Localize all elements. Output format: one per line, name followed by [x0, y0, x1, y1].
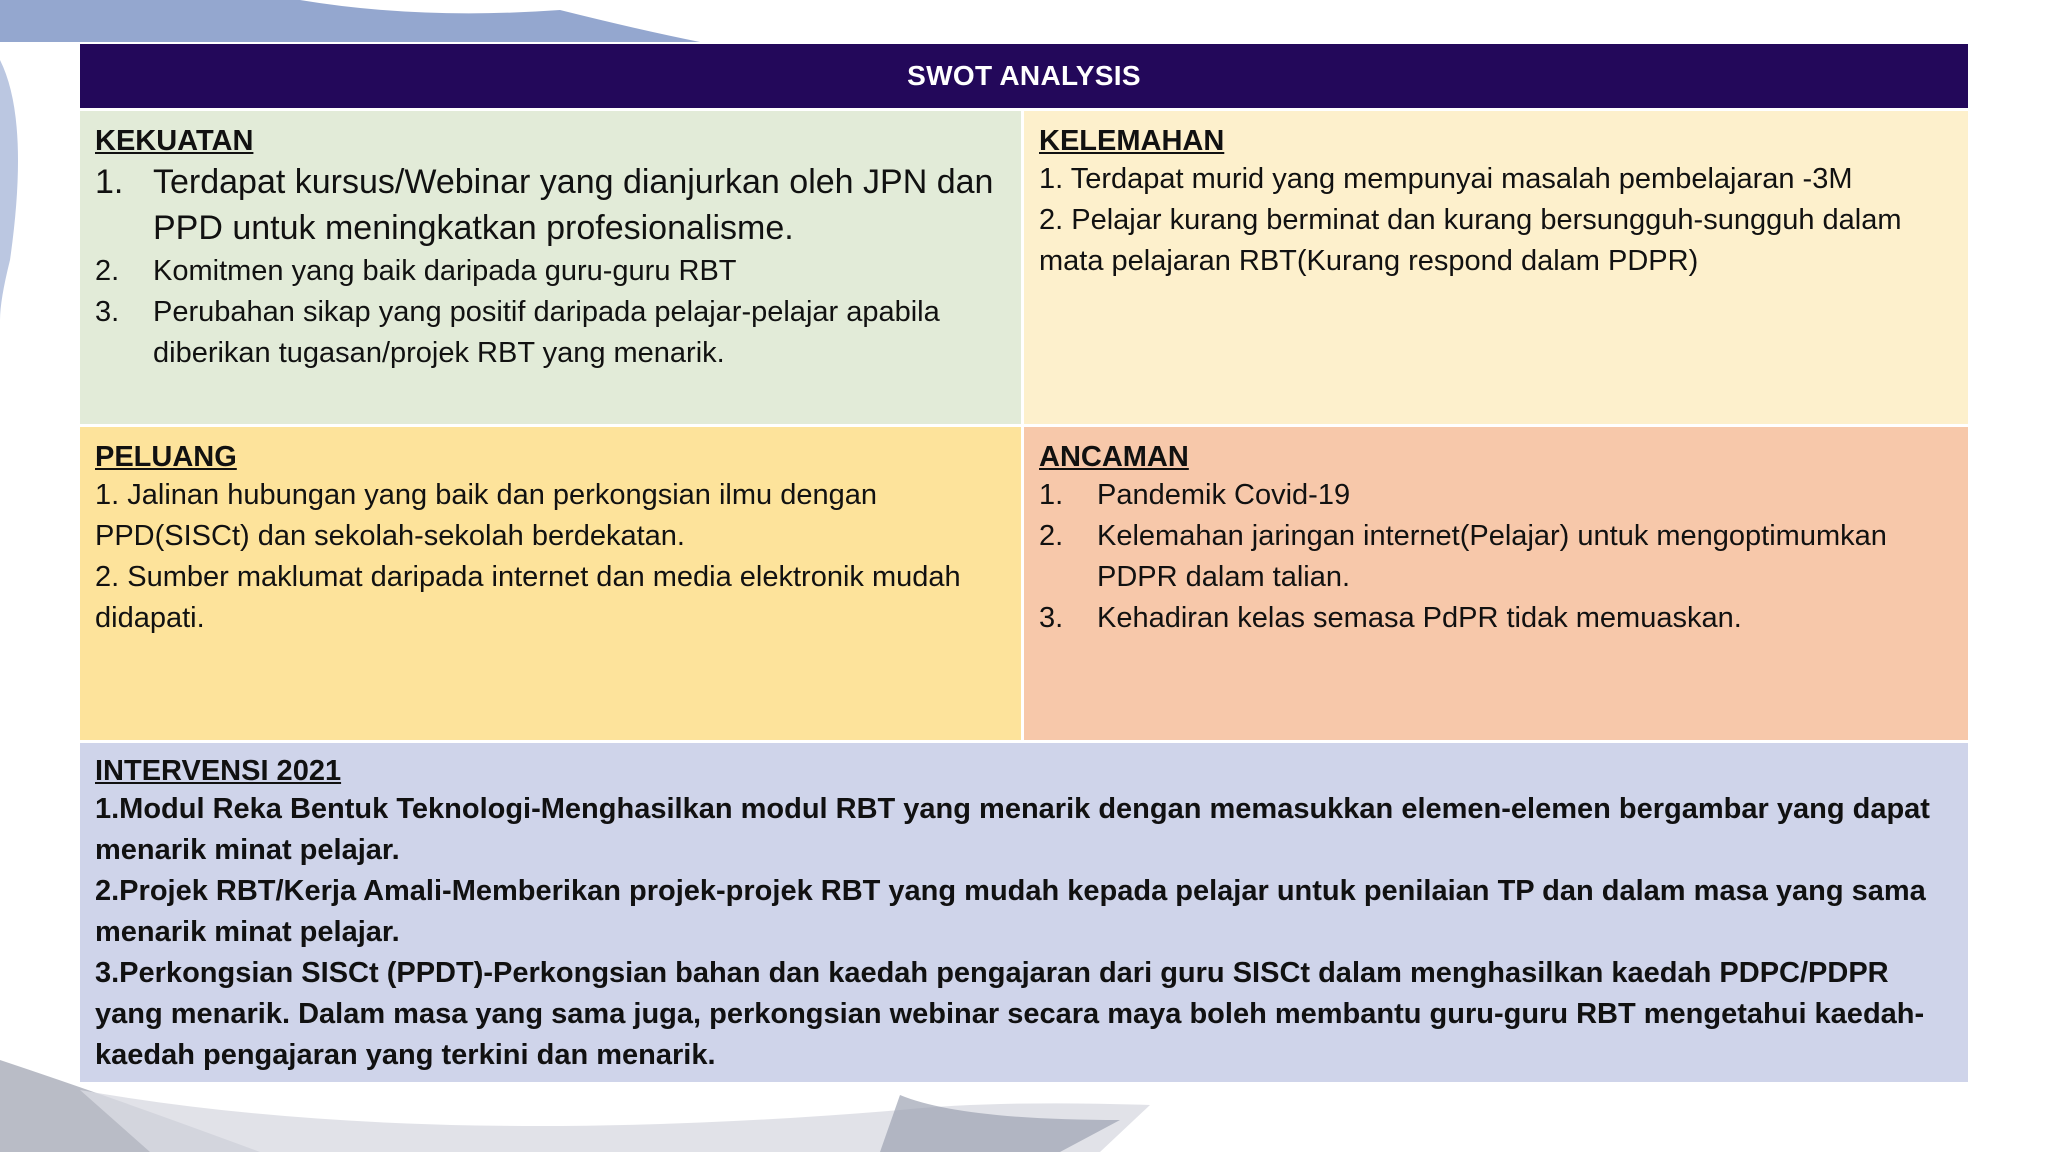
item-number: 2. — [95, 255, 120, 287]
list-item: 1. Jalinan hubungan yang baik dan perkongsian ilmu dengan PPD(SISCt) dan sekolah-sekolah berdekatan. — [95, 479, 877, 552]
list-item — [95, 159, 1007, 251]
item-text: Pandemik Covid-19 — [1097, 479, 1351, 511]
ancaman-title: ANCAMAN — [1039, 441, 1189, 473]
ancaman-list — [1039, 475, 1954, 639]
item-number: 2. — [1039, 520, 1064, 552]
item-number: 1. — [95, 163, 124, 201]
kekuatan-list — [95, 159, 1007, 374]
list-item: 2.Projek RBT/Kerja Amali-Memberikan projek-projek RBT yang mudah kepada pelajar untuk penilaian TP dan dalam masa yang sama menarik minat pelajar. — [95, 875, 1926, 948]
intervensi-title: INTERVENSI 2021 — [95, 755, 342, 787]
swot-grid — [80, 108, 1968, 740]
item-text: Kehadiran kelas semasa PdPR tidak memuaskan. — [1097, 602, 1742, 634]
intervensi-cell — [80, 740, 1968, 1082]
list-item — [1039, 516, 1954, 598]
list-item — [95, 251, 1007, 292]
peluang-cell — [80, 424, 1024, 740]
swot-header — [80, 44, 1968, 108]
kelemahan-title: KELEMAHAN — [1039, 125, 1225, 157]
list-item — [1039, 598, 1954, 639]
item-text: Komitmen yang baik daripada guru-guru RBT — [153, 255, 737, 287]
item-number: 3. — [95, 296, 120, 328]
item-number: 1. — [1039, 479, 1064, 511]
list-item: 2. Pelajar kurang berminat dan kurang bersungguh-sungguh dalam mata pelajaran RBT(Kurang respond dalam PDPR) — [1039, 204, 1902, 277]
list-item: 1.Modul Reka Bentuk Teknologi-Menghasilkan modul RBT yang menarik dengan memasukkan elemen-elemen bergambar yang dapat menarik minat pelajar. — [95, 793, 1930, 866]
list-item: 2. Sumber maklumat daripada internet dan media elektronik mudah didapati. — [95, 561, 961, 634]
list-item — [1039, 475, 1954, 516]
list-item — [95, 292, 1007, 374]
item-number: 3. — [1039, 602, 1064, 634]
list-item: 1. Terdapat murid yang mempunyai masalah pembelajaran -3M — [1039, 163, 1853, 195]
list-item: 3.Perkongsian SISCt (PPDT)-Perkongsian bahan dan kaedah pengajaran dari guru SISCt dalam menghasilkan kaedah PDPC/PDPR yang menarik. Dalam masa yang sama juga, perkongsian webinar secara maya boleh membantu guru-guru RBT mengetahui kaedah-kaedah pengajaran yang terkini dan menarik. — [95, 957, 1925, 1071]
kelemahan-cell — [1024, 108, 1968, 424]
peluang-title: PELUANG — [95, 441, 237, 473]
kekuatan-title: KEKUATAN — [95, 125, 254, 157]
swot-title: SWOT ANALYSIS — [907, 60, 1141, 91]
item-text: Terdapat kursus/Webinar yang dianjurkan oleh JPN dan PPD untuk meningkatkan profesionalisme. — [153, 163, 994, 247]
item-text: Perubahan sikap yang positif daripada pelajar-pelajar apabila diberikan tugasan/projek RBT yang menarik. — [153, 296, 940, 369]
kekuatan-cell — [80, 108, 1024, 424]
item-text: Kelemahan jaringan internet(Pelajar) untuk mengoptimumkan PDPR dalam talian. — [1097, 520, 1887, 593]
swot-table — [80, 44, 1968, 1082]
ancaman-cell — [1024, 424, 1968, 740]
